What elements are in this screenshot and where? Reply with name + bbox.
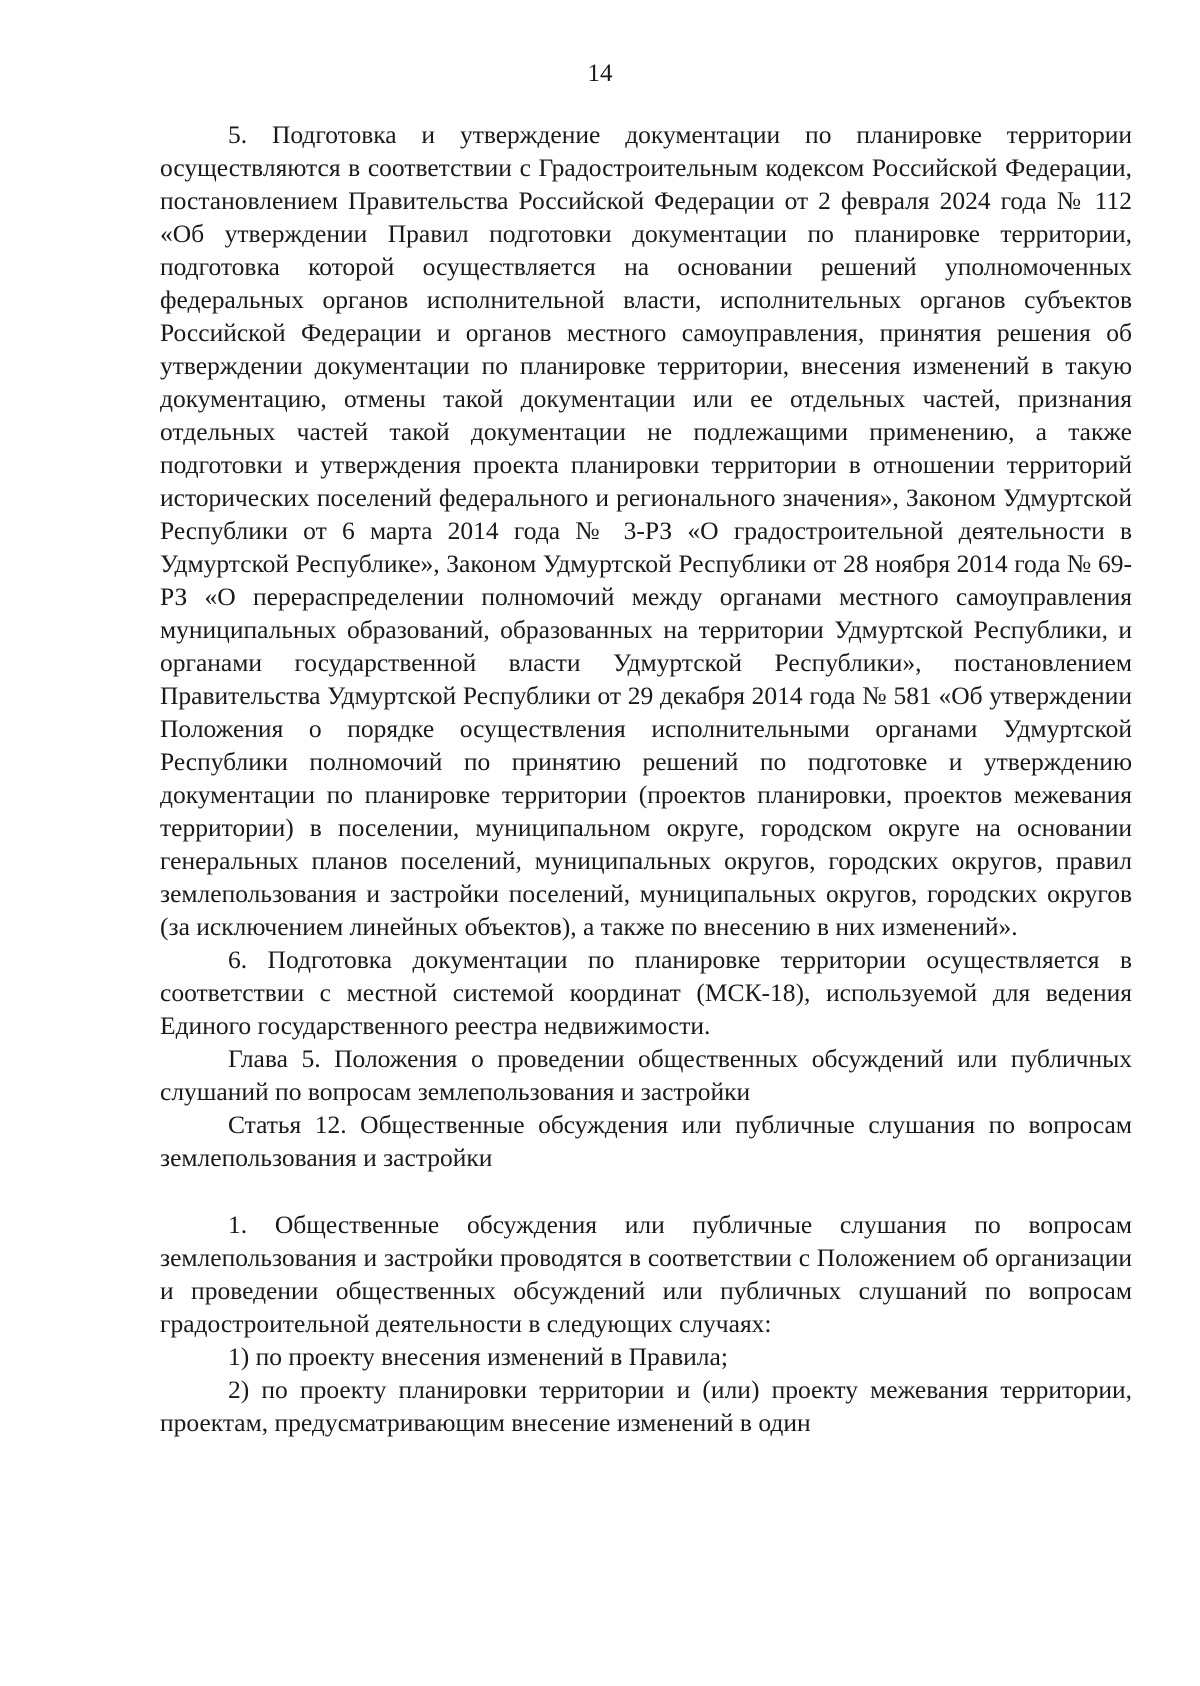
document-body (160, 118, 1132, 1439)
list-item-1: 1) по проекту внесения изменений в Правила; (228, 1342, 728, 1371)
page-number: 14 (587, 60, 613, 87)
chapter-heading: Глава 5. Положения о проведении общественных обсуждений или публичных слушаний по вопросам землепользования и застройки (160, 1044, 1132, 1106)
article-heading: Статья 12. Общественные обсуждения или публичные слушания по вопросам землепользования и застройки (160, 1110, 1132, 1172)
list-item-2: 2) по проекту планировки территории и (или) проекту межевания территории, проектам, предусматривающим внесение изменений в один (160, 1375, 1132, 1437)
paragraph-5: 5. Подготовка и утверждение документации по планировке территории осуществляются в соответствии с Градостроительным кодексом Российской Федерации, постановлением Правительства Российской Федерации от 2 февраля 2024 года № 112 «Об утверждении Правил подготовки документации по планировке территории, подготовка которой осуществляется на основании решений уполномоченных федеральных органов исполнительной власти, исполнительных органов субъектов Российской Федерации и органов местного самоуправления, принятия решения об утверждении документации по планировке территории, внесения изменений в такую документацию, отмены такой документации или ее отдельных частей, признания отдельных частей такой документации не подлежащими применению, а также подготовки и утверждения проекта планировки территории в отношении территорий исторических поселений федерального и регионального значения», Законом Удмуртской Республики от 6 марта 2014 года № 3-РЗ «О градостроительной деятельности в Удмуртской Республике», Законом Удмуртской Республики от 28 ноября 2014 года № 69-РЗ «О перераспределении полномочий между органами местного самоуправления муниципальных образований, образованных на территории Удмуртской Республики, и органами государственной власти Удмуртской Республики», постановлением Правительства Удмуртской Республики от 29 декабря 2014 года № 581 «Об утверждении Положения о порядке осуществления исполнительными органами Удмуртской Республики полномочий по принятию решений по подготовке и утверждению документации по планировке территории (проектов планировки, проектов межевания территории) в поселении, муниципальном округе, городском округе на основании генеральных планов поселений, муниципальных округов, городских округов, правил землепользования и застройки поселений, муниципальных округов, городских округов (за исключением линейных объектов), а также по внесению в них изменений». (160, 120, 1132, 941)
article-paragraph-1: 1. Общественные обсуждения или публичные слушания по вопросам землепользования и застройки проводятся в соответствии с Положением об организации и проведении общественных обсуждений или публичных слушаний по вопросам градостроительной деятельности в следующих случаях: (160, 1210, 1132, 1338)
paragraph-6: 6. Подготовка документации по планировке территории осуществляется в соответствии с местной системой координат (МСК-18), используемой для ведения Единого государственного реестра недвижимости. (160, 945, 1132, 1040)
